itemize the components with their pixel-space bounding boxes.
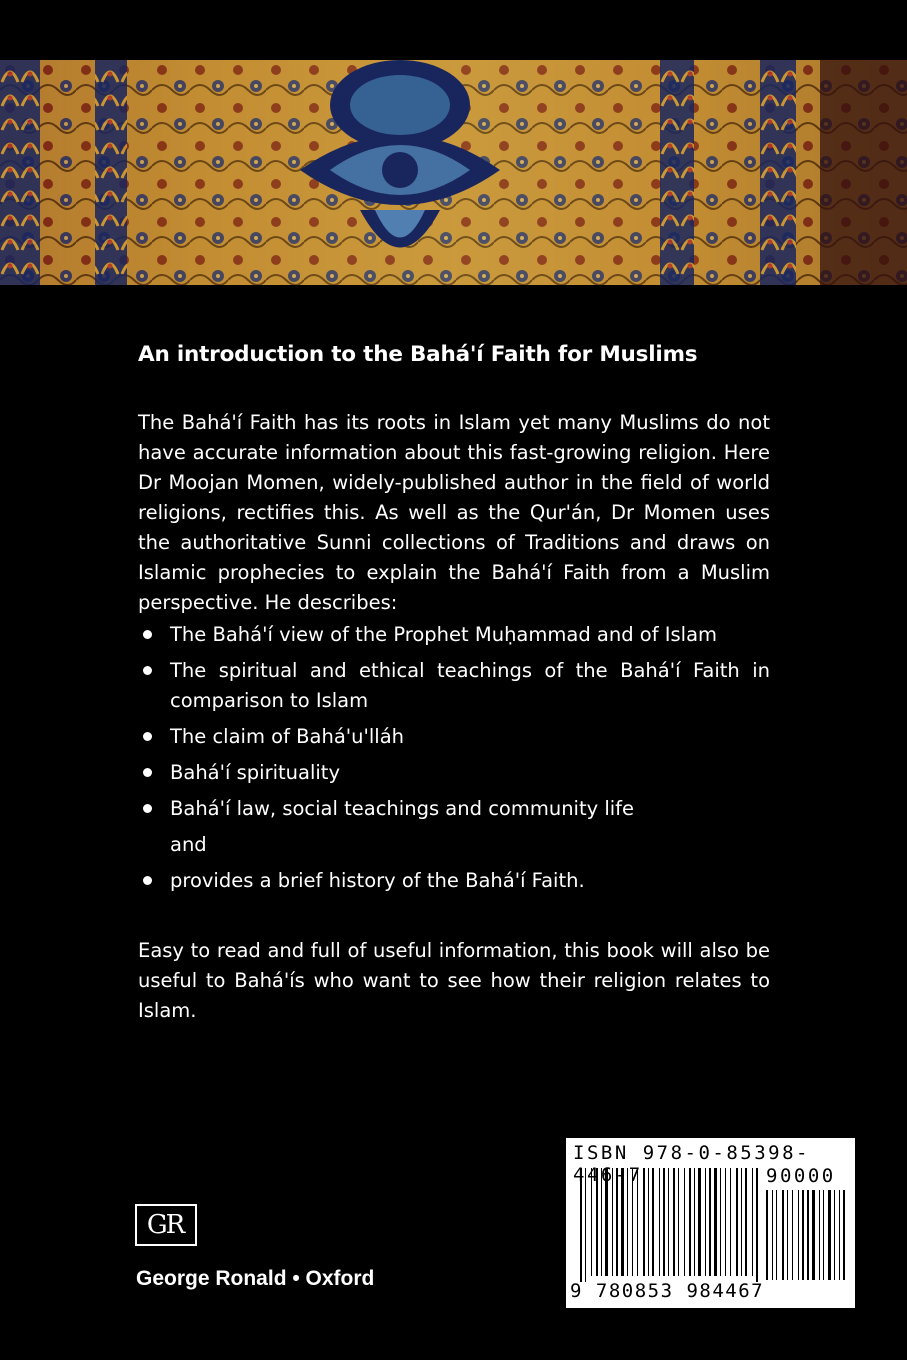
closing-paragraph: Easy to read and full of useful information, this book will also be useful to Bahá'ís who want to see how their religion relates to Islam.: [138, 939, 770, 1022]
barcode-bar: [839, 1190, 840, 1280]
list-item: The Bahá'í view of the Prophet Muḥammad and of Islam: [138, 620, 770, 650]
publisher-logo: [135, 1204, 197, 1246]
barcode-bar: [798, 1190, 799, 1280]
publisher-name: George Ronald • Oxford: [136, 1267, 375, 1290]
barcode-bar: [823, 1190, 824, 1280]
list-item: provides a brief history of the Bahá'í Faith.: [138, 866, 770, 896]
barcode-bar: [772, 1190, 773, 1280]
mosaic-tile-banner-image: [0, 60, 907, 285]
barcode-bar: [807, 1190, 809, 1280]
barcode-bar: [834, 1190, 835, 1280]
ean-digits: 9 780853 984467: [570, 1280, 765, 1302]
barcode-bar: [843, 1190, 845, 1280]
price-code: 90000: [766, 1165, 836, 1187]
barcode-bar: [776, 1190, 777, 1280]
barcode-bar: [828, 1190, 831, 1280]
isbn-label: ISBN 978-0-85398-446-7: [573, 1142, 810, 1186]
barcode-bar: [787, 1190, 788, 1280]
barcode-bar: [812, 1190, 815, 1280]
and-connector: and: [170, 833, 207, 856]
book-subtitle: An introduction to the Bahá'í Faith for Muslims: [138, 342, 698, 367]
intro-paragraph: The Bahá'í Faith has its roots in Islam yet many Muslims do not have accurate information about this fast-growing religion. Here Dr Moojan Momen, widely-published author in the field of world religions, rectifies this. As well as the Qur'án, Dr Momen uses the authoritative Sunni collections of Traditions and draws on Islamic prophecies to explain the Bahá'í Faith from a Muslim perspective. He describes:: [138, 411, 770, 614]
barcode-bar: [819, 1190, 820, 1280]
blurb: [138, 408, 770, 1026]
list-item: The spiritual and ethical teachings of the Bahá'í Faith in comparison to Islam: [138, 656, 770, 716]
list-item: Bahá'í spirituality: [138, 758, 770, 788]
barcode-bar: [766, 1190, 768, 1280]
publisher-logo-text: GR: [146, 1210, 184, 1240]
list-item: The claim of Bahá'u'lláh: [138, 722, 770, 752]
barcode-bar: [792, 1190, 793, 1280]
barcode-bar: [802, 1190, 804, 1280]
final-topic-list: [138, 866, 770, 896]
topic-list: [138, 620, 770, 824]
list-item: Bahá'í law, social teachings and community life: [138, 794, 770, 824]
isbn-barcode: [566, 1138, 855, 1308]
barcode-bar: [782, 1190, 784, 1280]
